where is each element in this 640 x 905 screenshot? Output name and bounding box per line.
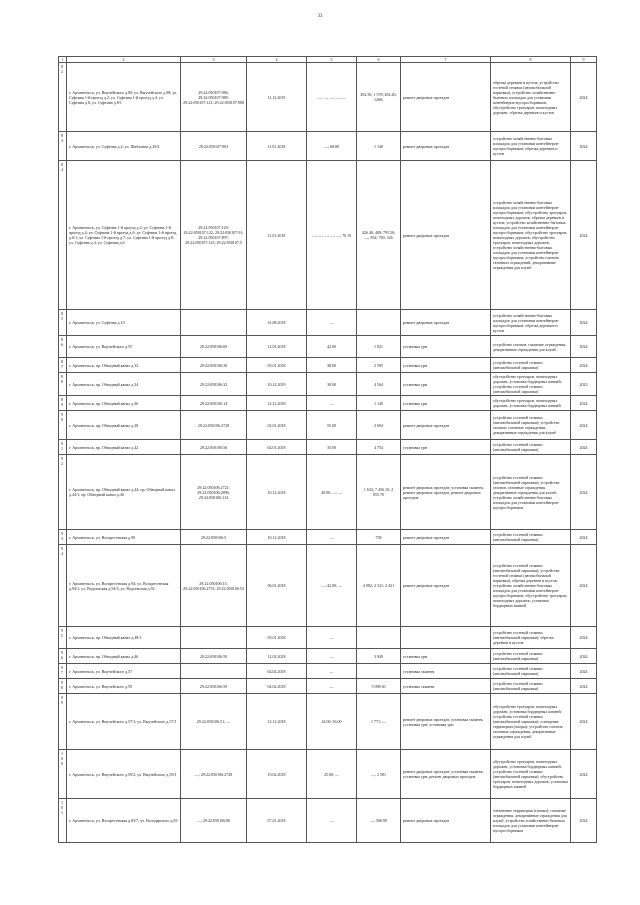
row-number: 101 <box>59 799 67 843</box>
value-cell: — <box>307 627 357 649</box>
address-cell: г. Архангельск, ул. Выучейского д.57 <box>67 664 181 679</box>
value-cell: —; —; —; —; —; 70.10 <box>307 161 357 310</box>
year-cell: 2024 <box>571 799 597 843</box>
header-cell: 3 <box>181 57 247 63</box>
year-cell: 2024 <box>571 545 597 627</box>
date-cell: 10.12.2018 <box>247 530 307 545</box>
works-cell: ремонт дворовых проездов <box>401 545 491 627</box>
address-cell: г. Архангельск, пр. Обводный канал д.42 <box>67 440 181 455</box>
additional-works-cell: устройство хозяйственно-бытовых площадок для установки контейнеров-мусоросборников; обустройство тротуаров, пешеходных дорожек; обрезка деревьев и кустов; устройство хозяйственно-бытовых площадок для установки контейнеров-мусоросборников; обустройство тротуаров, пешеходных дорожек; обустройство тротуаров, пешеходных дорожек; устройство хозяйственно-бытовых площадок для установки контейнеров-мусоросборников; устройство газонов; газонных ограждений, декоративные ограждения для клумб <box>491 161 571 310</box>
cadastral-number-cell <box>181 627 247 649</box>
row-number: 89 <box>59 396 67 411</box>
year-cell: 2024 <box>571 750 597 799</box>
table-row <box>59 310 597 336</box>
works-cell: ремонт дворовых проездов <box>401 63 491 132</box>
works-cell: установка урн <box>401 358 491 373</box>
cadastral-number-cell: 29:22:050106:69 <box>181 336 247 358</box>
row-number: 90 <box>59 411 67 440</box>
works-cell: ремонт дворовых проездов <box>401 411 491 440</box>
date-cell: 31.08.2018 <box>247 310 307 336</box>
area-cell: 492.50; 1 578; 492.40; 1268; <box>357 63 401 132</box>
cadastral-number-cell: 29:22:050106:15; 29:22:050106:2731; 29:22:050106:53 <box>181 545 247 627</box>
date-cell: 03.01.2018 <box>247 627 307 649</box>
table-row <box>59 440 597 455</box>
area-cell: 758 <box>357 530 401 545</box>
year-cell: 2024 <box>571 411 597 440</box>
address-cell: г. Архангельск, ул. Воскресенская д.90 <box>67 530 181 545</box>
value-cell: — <box>307 530 357 545</box>
value-cell: — <box>307 799 357 843</box>
works-cell: ремонт дворовых проездов, установка скамеек; установка урн; ремонт дворовых проездов <box>401 750 491 799</box>
address-cell: г. Архангельск, ул. Суфтина 1-й проезд д.2; ул. Суфтина 1-й проезд д.4; ул. Суфтина 1-й проезд д.6; ул. Суфтина 1-й проезд д.6/1; ул. Суфтина 1-й проезд д.7; ул. Суфтина 1-й проезд д.8; ул. Суфтина д.4; ул. Суфтина д.6 <box>67 161 181 310</box>
cadastral-number-cell: 29:22:050106:59 <box>181 649 247 664</box>
date-cell: 11.01.2018 <box>247 132 307 161</box>
header-cell: 4 <box>247 57 307 63</box>
year-cell: 2024 <box>571 664 597 679</box>
cadastral-number-cell: 29:22:050107:903 <box>181 132 247 161</box>
address-cell: г. Архангельск, пр. Обводный канал д.36 <box>67 396 181 411</box>
area-cell: —; 2 581 <box>357 750 401 799</box>
cadastral-number-cell: —; 29:22:050106:2728 <box>181 750 247 799</box>
value-cell: 40.00; —; — <box>307 455 357 530</box>
row-number: 96 <box>59 649 67 664</box>
cadastral-number-cell: 29:22:050106:56 <box>181 440 247 455</box>
table-row <box>59 679 597 694</box>
value-cell: — <box>307 396 357 411</box>
row-number: 82 <box>59 63 67 132</box>
works-cell: установка урн <box>401 373 491 396</box>
value-cell: 38.00 <box>307 358 357 373</box>
additional-works-cell: устройство гостевой стоянки (автомобильной парковки) <box>491 358 571 373</box>
cadastral-number-cell: 29:22:050106:51; — <box>181 694 247 750</box>
additional-works-cell: озеленение территории (газоны); газонные ограждения, декоративные ограждения для клумб; устройство хозяйственно-бытовых площадок для установки контейнеров-мусоросборников <box>491 799 571 843</box>
header-cell: 9 <box>571 57 597 63</box>
year-cell: 2024 <box>571 649 597 664</box>
additional-works-cell: устройство гостевой стоянки (автомобильной парковки); устройство газонов; газонные ограждения, декоративные ограждения для клумб <box>491 411 571 440</box>
area-cell <box>357 627 401 649</box>
additional-works-cell: обустройство тротуаров, пешеходных дорожек; установка бордюрных камней <box>491 396 571 411</box>
works-cell: ремонт дворовых проездов, установка скамеек, установка урн; установка урн <box>401 694 491 750</box>
address-cell: г. Архангельск, пр. Обводный канал д.34 <box>67 373 181 396</box>
table-row <box>59 530 597 545</box>
table-row <box>59 358 597 373</box>
row-number: 86 <box>59 336 67 358</box>
address-cell: г. Архангельск, ул. Воскресенская д.83/7; ул. Володарского д.83 <box>67 799 181 843</box>
additional-works-cell: обустройство тротуаров, пешеходных дорожек; установка бордюрных камней; устройство гостевой стоянки (автомобильной парковки) <box>491 373 571 396</box>
table-row <box>59 799 597 843</box>
address-cell: г. Архангельск, ул. Выучейского д.59 <box>67 679 181 694</box>
row-number: 87 <box>59 358 67 373</box>
header-cell: 2 <box>67 57 181 63</box>
works-cell: ремонт дворовых проездов <box>401 310 491 336</box>
header-cell: 7 <box>401 57 491 63</box>
table-row <box>59 396 597 411</box>
date-cell: 02.01.2018 <box>247 411 307 440</box>
additional-works-cell: устройство гостевой стоянки (автомобильной парковки) <box>491 530 571 545</box>
area-cell: —; 506.90 <box>357 799 401 843</box>
area-cell: 1 632; 7 456.10; 2 055.70 <box>357 455 401 530</box>
additional-works-cell: устройство гостевой стоянки (автомобильной парковки); устройство гостевой стоянки (автомобильной парковки); обрезка деревьев и кустов; устройство хозяйственно-бытовых площадок для установки контейнеров-мусоросборников; обустройство тротуаров, пешеходных дорожек; установка бордюрных камней <box>491 545 571 627</box>
area-cell: 4 564 <box>357 373 401 396</box>
page-number: 33 <box>317 14 323 19</box>
date-cell: 04.02.2018 <box>247 679 307 694</box>
year-cell: 2024 <box>571 694 597 750</box>
date-cell: 03.01.2018 <box>247 358 307 373</box>
row-number: 83 <box>59 132 67 161</box>
additional-works-cell: устройство хозяйственно-бытовых площадок для установки контейнеров-мусоросборников; обрезка деревьев и кустов <box>491 132 571 161</box>
year-cell: 2024 <box>571 440 597 455</box>
cadastral-number-cell: 29:22:050106:59 <box>181 679 247 694</box>
row-number: 94 <box>59 545 67 627</box>
works-cell <box>401 627 491 649</box>
date-cell: 11.12.2019 <box>247 63 307 132</box>
value-cell: 44.00; 56.00 <box>307 694 357 750</box>
works-cell: ремонт дворовых проездов <box>401 132 491 161</box>
year-cell: 2024 <box>571 679 597 694</box>
address-cell: г. Архангельск, ул. Выучейского д.59/2; ул. Выучейского д.59/1 <box>67 750 181 799</box>
row-number: 95 <box>59 627 67 649</box>
works-cell: ремонт дворовых проездов <box>401 530 491 545</box>
cadastral-number-cell: 29:22:050106:2721; 29:22:050106:2896; 29:22:050106:114 <box>181 455 247 530</box>
address-cell: г. Архангельск, пр. Обводный канал д.44; пр. Обводный канал д.44/1; пр. Обводный канал д.46 <box>67 455 181 530</box>
year-cell: 2024 <box>571 310 597 336</box>
additional-works-cell: обустройство тротуаров, пешеходных дорожек; установка бордюрных камней; устройство гостевой стоянки (автомобильной парковки); освещение территории (опоры); устройство газонов, газонные ограждения, декоративные ограждения для клумб <box>491 694 571 750</box>
table-row <box>59 411 597 440</box>
value-cell: 35.00 <box>307 440 357 455</box>
row-number: 100 <box>59 750 67 799</box>
address-cell: г. Архангельск, ул. Воскресенская д.94; ул. Воскресенская д.94/1; ул. Водоемская д.94/3; ул. Водоемская д.92 <box>67 545 181 627</box>
value-cell: 38.00 <box>307 373 357 396</box>
cadastral-number-cell: 29:22:050106:14 <box>181 396 247 411</box>
area-cell: 1 140 <box>357 396 401 411</box>
table-row <box>59 373 597 396</box>
cadastral-number-cell: 29:22:050106:2728 <box>181 411 247 440</box>
row-number: 88 <box>59 373 67 396</box>
table-row <box>59 132 597 161</box>
value-cell: — <box>307 664 357 679</box>
row-number: 92 <box>59 455 67 530</box>
address-cell: г. Архангельск, ул. Выучейского д.55 <box>67 336 181 358</box>
works-cell: установка урн <box>401 396 491 411</box>
additional-works-cell: устройство гостевой стоянки (автомобильной парковки); обрезка деревьев и кустов <box>491 627 571 649</box>
year-cell: 2024 <box>571 336 597 358</box>
additional-works-cell: устройство гостевой стоянки (автомобильной парковки); устройство газонов, газонные ограждения, декоративные ограждения для клумб; устройство хозяйственно-бытовых площадок для установки контейнеров-мусоросборников <box>491 455 571 530</box>
works-cell: установка урн <box>401 440 491 455</box>
date-cell: 12.01.2018 <box>247 336 307 358</box>
value-cell: 42.00 <box>307 336 357 358</box>
year-cell: 2023 <box>571 373 597 396</box>
header-cell: 5 <box>307 57 357 63</box>
row-number: 93 <box>59 530 67 545</box>
cadastral-number-cell <box>181 664 247 679</box>
address-cell: г. Архангельск, пр. Обводный канал д.32 <box>67 358 181 373</box>
address-cell: г. Архангельск, ул. Суфтина д.2; ул. Шабалина д.29/2 <box>67 132 181 161</box>
value-cell: — <box>307 649 357 664</box>
works-cell: ремонт дворовых проездов <box>401 161 491 310</box>
additional-works-cell: устройство газонов; газонные ограждения, декоративные ограждения для клумб <box>491 336 571 358</box>
address-cell: г. Архангельск, пр. Обводный канал д.48/1 <box>67 627 181 649</box>
value-cell: 25.00; — <box>307 750 357 799</box>
date-cell: 12.12.2018 <box>247 694 307 750</box>
cadastral-number-cell: —; 29:22:050106:80 <box>181 799 247 843</box>
year-cell: 2024 <box>571 627 597 649</box>
works-cell: ремонт дворовых проездов; установка скамеек; ремонт дворовых проездов, ремонт дворовых проездов <box>401 455 491 530</box>
value-cell: 55.00 <box>307 411 357 440</box>
date-cell: 10.12.2018 <box>247 455 307 530</box>
year-cell: 2024 <box>571 455 597 530</box>
table-row <box>59 336 597 358</box>
row-number: 91 <box>59 440 67 455</box>
table-row <box>59 664 597 679</box>
area-cell: 1 140 <box>357 132 401 161</box>
address-cell: г. Архангельск, пр. Обводный канал д.38 <box>67 411 181 440</box>
area-cell: 4 754 <box>357 440 401 455</box>
date-cell: 10.12.2019 <box>247 373 307 396</box>
table-row <box>59 455 597 530</box>
header-cell: 6 <box>357 57 401 63</box>
row-number: 84 <box>59 161 67 310</box>
area-cell: 1 821 <box>357 336 401 358</box>
year-cell: 2024 <box>571 530 597 545</box>
area-cell: 4 082; 2 521; 2 421 <box>357 545 401 627</box>
date-cell: 12.02.2018 <box>247 649 307 664</box>
works-cell: установка урн <box>401 649 491 664</box>
area-cell <box>357 310 401 336</box>
date-cell: 02.02.2018 <box>247 664 307 679</box>
improvement-table <box>58 56 597 843</box>
date-cell: 02.01.2018 <box>247 440 307 455</box>
address-cell: г. Архангельск, ул. Суфтина д.10 <box>67 310 181 336</box>
date-cell: 07.01.2018 <box>247 799 307 843</box>
value-cell: —; 68.00 <box>307 132 357 161</box>
address-cell: г. Архангельск, пр. Обводный канал д.46 <box>67 649 181 664</box>
year-cell: 2024 <box>571 161 597 310</box>
value-cell: —; —; —; —; — <box>307 63 357 132</box>
table-row <box>59 627 597 649</box>
works-cell: установка скамеек <box>401 679 491 694</box>
row-number: 97 <box>59 664 67 679</box>
table-row <box>59 750 597 799</box>
area-cell <box>357 664 401 679</box>
cadastral-number-cell: 29:22:050106:5 <box>181 530 247 545</box>
date-cell: 11.01.2018 <box>247 161 307 310</box>
additional-works-cell: устройство гостевой стоянки (автомобильной парковки) <box>491 664 571 679</box>
additional-works-cell: обустройство тротуаров, пешеходных дорожек; установка бордюрных камней; устройство гостевой стоянки (автомобильной парковки); обустройство тротуаров, пешеходных дорожек; установка бордюрных камней <box>491 750 571 799</box>
cadastral-number-cell <box>181 310 247 336</box>
header-cell: 8 <box>491 57 571 63</box>
works-cell: установка урн <box>401 336 491 358</box>
area-cell: 3 694 <box>357 411 401 440</box>
additional-works-cell: устройство хозяйственно-бытовых площадок для установки контейнеров-мусоросборников; обрезка деревьев и кустов <box>491 310 571 336</box>
row-number: 98 <box>59 679 67 694</box>
additional-works-cell: устройство гостевой стоянки (автомобильной парковки) <box>491 649 571 664</box>
year-cell: 2024 <box>571 132 597 161</box>
additional-works-cell: устройство гостевой стоянки (автомобильной парковки) <box>491 679 571 694</box>
date-cell: 12.12.2018 <box>247 396 307 411</box>
additional-works-cell: обрезка деревьев и кустов; устройство гостевой стоянки (автомобильной парковки); устройство хозяйственно-бытовых площадок для установки контейнеров-мусоросборников; обустройство тротуаров, пешеходных дорожек; обрезка деревьев и кустов <box>491 63 571 132</box>
area-cell: 426.40; 408; 795.50; —; 854; 790; 326 <box>357 161 401 310</box>
cadastral-number-cell: 29:22:050107:986; 29:22:050107:989; 29:22:050107:121; 29:22:050107:908 <box>181 63 247 132</box>
address-cell: г. Архангельск, ул. Выучейского д.57/1; ул. Выучейского д.57/1 <box>67 694 181 750</box>
value-cell: — <box>307 679 357 694</box>
value-cell: —; 42.00; — <box>307 545 357 627</box>
row-number: 99 <box>59 694 67 750</box>
year-cell: 2024 <box>571 358 597 373</box>
address-cell: г. Архангельск, ул. Выучейского д.80; ул. Выучейского д.88; ул. Суфтина 1-й проезд д.2; ул. Суфтина 1-й проезд д.4; ул. Суфтина д.8; ул. Суфтина д.8/1 <box>67 63 181 132</box>
additional-works-cell: устройство гостевой стоянки (автомобильной парковки) <box>491 440 571 455</box>
year-cell: 2024 <box>571 63 597 132</box>
works-cell: ремонт дворовых проездов <box>401 799 491 843</box>
area-cell: 5 998.30 <box>357 679 401 694</box>
area-cell: 2 595 <box>357 358 401 373</box>
cadastral-number-cell: 29:22:050107:120; 29:22:050107:122; 29:22:050107:91; 29:22:050107:897; 29:22:050107:125; 29:22:050107:5 <box>181 161 247 310</box>
cadastral-number-cell: 29:22:050106:30 <box>181 358 247 373</box>
table-row <box>59 694 597 750</box>
area-cell: 1 771; — <box>357 694 401 750</box>
year-cell: 2024 <box>571 396 597 411</box>
date-cell: 10.02.2018 <box>247 750 307 799</box>
table-row <box>59 63 597 132</box>
table-row <box>59 161 597 310</box>
cadastral-number-cell: 29:22:050106:32 <box>181 373 247 396</box>
works-cell: установка скамеек <box>401 664 491 679</box>
area-cell: 3 949 <box>357 649 401 664</box>
value-cell: — <box>307 310 357 336</box>
table-row <box>59 649 597 664</box>
row-number: 85 <box>59 310 67 336</box>
date-cell: 06.01.2018 <box>247 545 307 627</box>
table-row <box>59 545 597 627</box>
header-cell: 1 <box>59 57 67 63</box>
